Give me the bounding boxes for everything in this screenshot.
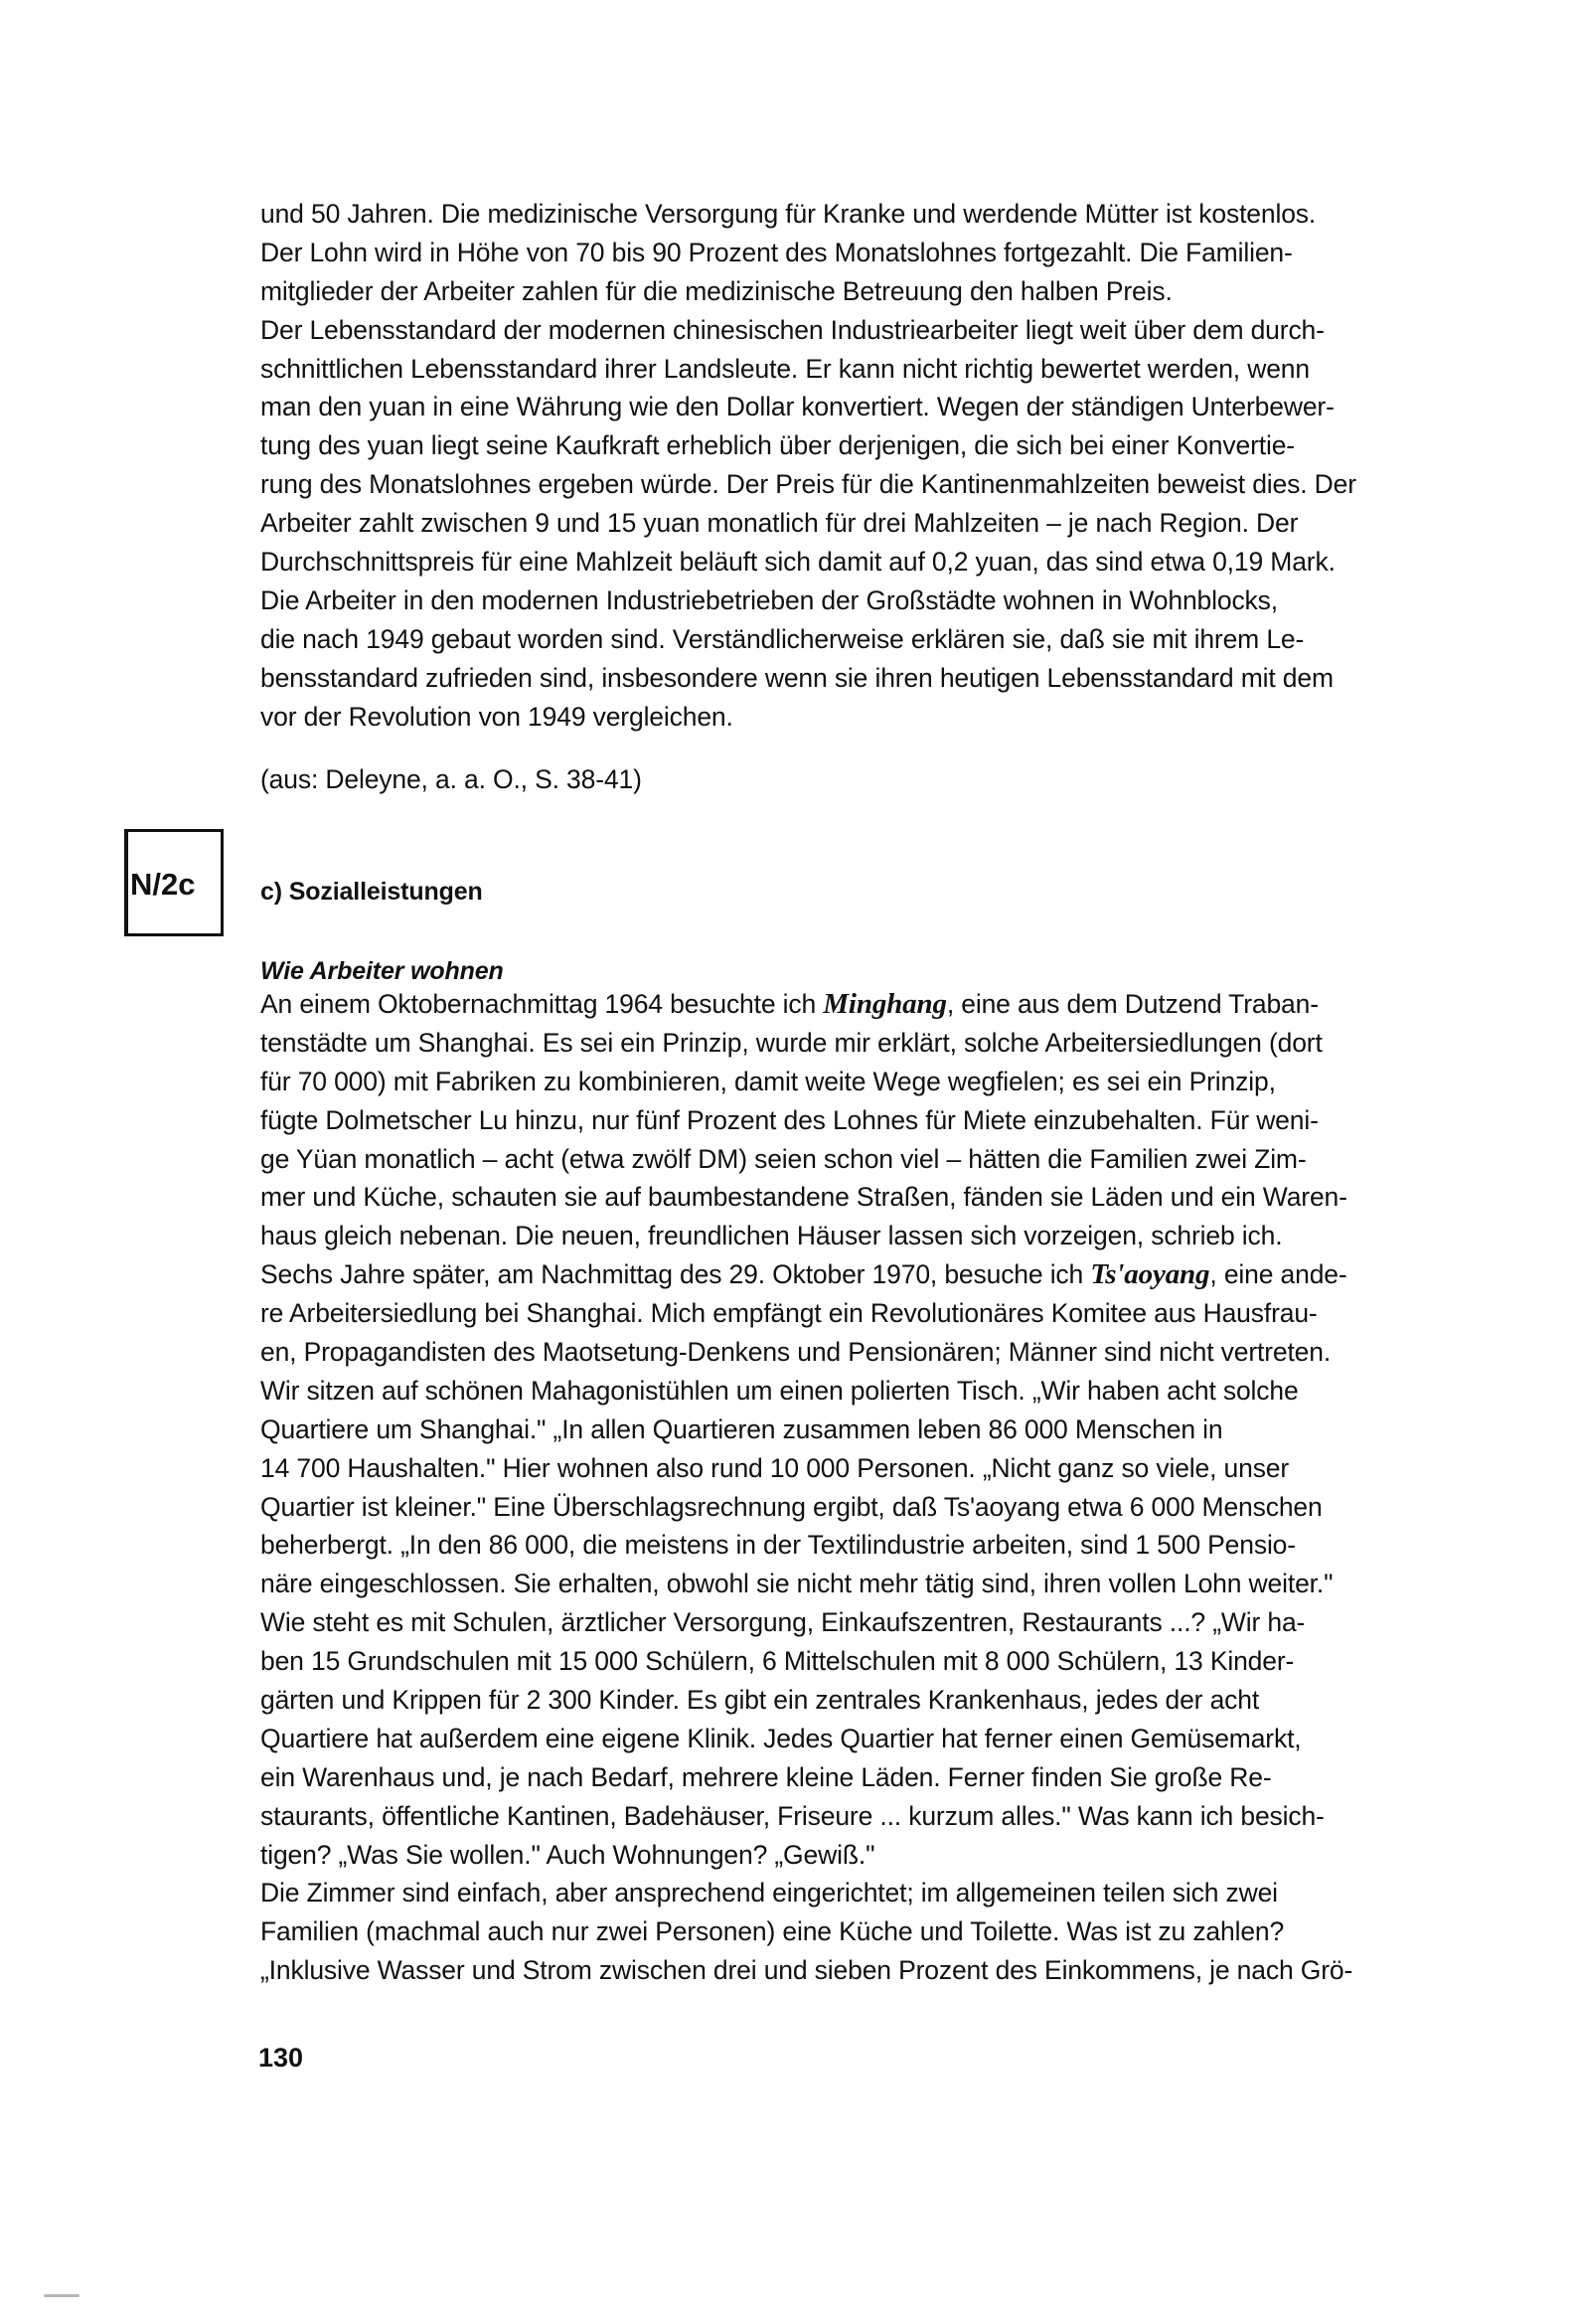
text-line: vor der Revolution von 1949 vergleichen. [260,701,733,732]
text-line: Quartiere hat außerdem eine eigene Klinik. Jedes Quartier hat ferner einen Gemüsemarkt, [260,1723,1302,1753]
text-line: Arbeiter zahlt zwischen 9 und 15 yuan monatlich für drei Mahlzeiten – je nach Region. Der [260,508,1299,539]
text-line: Durchschnittspreis für eine Mahlzeit beläuft sich damit auf 0,2 yuan, das sind etwa 0,19 Mark. [260,547,1336,578]
text-line [260,1255,1483,1294]
text-line: man den yuan in eine Währung wie den Dollar konvertiert. Wegen der ständigen Unterbewer- [260,392,1335,422]
text-line: re Arbeitersiedlung bei Shanghai. Mich empfängt ein Revolutionäres Komitee aus Hausfrau- [260,1298,1318,1329]
article-body [260,985,1483,1990]
text-line: ge Yüan monatlich – acht (etwa zwölf DM) seien schon viel – hätten die Familien zwei Zim- [260,1143,1307,1174]
text-line: die nach 1949 gebaut worden sind. Verständlicherweise erklären sie, daß sie mit ihrem Le- [260,623,1305,654]
text-line: Der Lebensstandard der modernen chinesischen Industriearbeiter liegt weit über dem durch- [260,314,1325,345]
text-line: mer und Küche, schauten sie auf baumbestandene Straßen, fänden sie Läden und ein Waren- [260,1182,1347,1213]
text-line: ein Warenhaus und, je nach Bedarf, mehrere kleine Läden. Ferner finden Sie große Re- [260,1761,1272,1792]
text-line: für 70 000) mit Fabriken zu kombinieren, damit weite Wege wegfielen; es sei ein Prinzip, [260,1066,1276,1096]
text-line: und 50 Jahren. Die medizinische Versorgung für Kranke und werdende Mütter ist kostenlos. [260,199,1317,229]
text-line: rung des Monatslohnes ergeben würde. Der Preis für die Kantinenmahlzeiten beweist dies. Der [260,469,1356,500]
text-line: Wie steht es mit Schulen, ärztlicher Versorgung, Einkaufszentren, Restaurants ...? „Wir ha- [260,1607,1306,1638]
text-line: schnittlichen Lebensstandard ihrer Landsleute. Er kann nicht richtig bewertet werden, wenn [260,353,1310,384]
text-line: Quartiere um Shanghai." „In allen Quartieren zusammen leben 86 000 Menschen in [260,1413,1223,1444]
text-line: fügte Dolmetscher Lu hinzu, nur fünf Prozent des Lohnes für Miete einzubehalten. Für weni- [260,1104,1319,1135]
text-line: näre eingeschlossen. Sie erhalten, obwohl sie nicht mehr tätig sind, ihren vollen Lohn weiter." [260,1569,1334,1599]
text-line: Familien (machmal auch nur zwei Personen) eine Küche und Toilette. Was ist zu zahlen? [260,1916,1285,1947]
text-line: tigen? „Was Sie wollen." Auch Wohnungen? „Gewiß." [260,1839,875,1870]
text-segment: , eine aus dem Dutzend Traban- [946,989,1319,1019]
text-line: Der Lohn wird in Höhe von 70 bis 90 Prozent des Monatslohnes fortgezahlt. Die Familien- [260,237,1293,267]
source-citation: (aus: Deleyne, a. a. O., S. 38-41) [260,764,642,794]
text-line [260,985,1483,1024]
text-line: ben 15 Grundschulen mit 15 000 Schülern, 6 Mittelschulen mit 8 000 Schülern, 13 Kinder- [260,1646,1295,1677]
text-segment: An einem Oktobernachmittag 1964 besuchte ich [260,989,824,1019]
section-heading: c) Sozialleistungen [260,878,483,906]
text-line: „Inklusive Wasser und Strom zwischen drei und sieben Prozent des Einkommens, je nach Grö- [260,1955,1353,1986]
place-name: Ts'aoyang [1090,1258,1210,1291]
text-line: haus gleich nebenan. Die neuen, freundlichen Häuser lassen sich vorzeigen, schrieb ich. [260,1221,1283,1251]
page-number: 130 [258,2043,304,2073]
text-line: 14 700 Haushalten." Hier wohnen also rund 10 000 Personen. „Nicht ganz so viele, unser [260,1452,1290,1483]
text-line: bensstandard zufrieden sind, insbesondere wenn sie ihren heutigen Lebensstandard mit dem [260,662,1334,693]
text-line: Wir sitzen auf schönen Mahagonistühlen um einen polierten Tisch. „Wir haben acht solche [260,1375,1299,1406]
place-name: Minghang [823,988,947,1020]
text-segment: Sechs Jahre später, am Nachmittag des 29. Oktober 1970, besuche ich [260,1259,1091,1290]
text-line: Quartier ist kleiner." Eine Überschlagsrechnung ergibt, daß Ts'aoyang etwa 6 000 Menschen [260,1491,1323,1522]
text-line: Die Arbeiter in den modernen Industriebetrieben der Großstädte wohnen in Wohnblocks, [260,584,1278,615]
text-line: tung des yuan liegt seine Kaufkraft erheblich über derjenigen, die sich bei einer Konvertie- [260,430,1295,461]
text-line: gärten und Krippen für 2 300 Kinder. Es gibt ein zentrales Krankenhaus, jedes der acht [260,1685,1260,1716]
section-marker: N/2c [130,867,196,902]
article-title: Wie Arbeiter wohnen [260,957,504,985]
text-segment: , eine ande- [1209,1259,1347,1290]
text-line: mitglieder der Arbeiter zahlen für die medizinische Betreuung den halben Preis. [260,275,1173,306]
text-line: tenstädte um Shanghai. Es sei ein Prinzip, wurde mir erklärt, solche Arbeitersiedlungen (dort [260,1027,1323,1058]
text-line: beherbergt. „In den 86 000, die meistens in der Textilindustrie arbeiten, sind 1 500 Pensio- [260,1530,1296,1561]
top-paragraph [260,195,1483,736]
scan-smudge [44,2294,79,2297]
text-line: en, Propagandisten des Maotsetung-Denkens und Pensionären; Männer sind nicht vertreten. [260,1337,1332,1368]
text-line: staurants, öffentliche Kantinen, Badehäuser, Friseure ... kurzum alles." Was kann ich besich- [260,1800,1325,1831]
text-line: Die Zimmer sind einfach, aber ansprechend eingerichtet; im allgemeinen teilen sich zwei [260,1878,1278,1909]
